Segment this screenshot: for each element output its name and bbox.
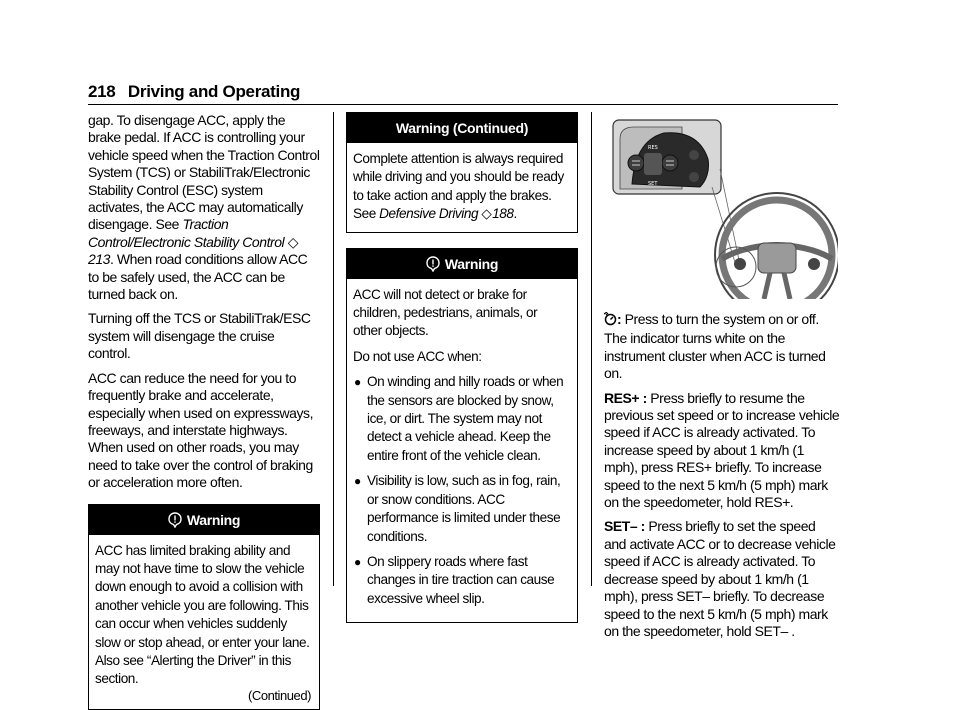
steering-wheel-controls-image: [612, 119, 838, 299]
warning-text: ACC has limited braking ability and may not have time to slow the vehicle down enough to avoid a collision with another vehicle you are following. This can occur when vehicles suddenly slow or stop ahead, or enter your lane. Also see “Alerting the Driver” in this section.: [95, 542, 310, 687]
page-ref-icon: ◇: [287, 233, 299, 250]
paragraph-tcs-off: Turning off the TCS or StabiliTrak/ESC system will disengage the cruise control.: [88, 310, 311, 362]
warning-text-donotuse: Do not use ACC when:: [353, 348, 482, 364]
section-title: Driving and Operating: [127, 82, 301, 101]
warning-continued-text: Complete attention is always required while driving and you should be ready to take action and apply the brakes. See Defensive Driving ◇ 188.: [353, 151, 564, 222]
list-item: ● On slippery roads where fast changes in tire traction can cause excessive wheel slip.: [354, 553, 555, 606]
page-number: 218: [88, 82, 116, 101]
definition-set: SET– : Press briefly to set the speed and activate ACC or to decrease vehicle speed if ACC is already activated. To decrease speed by about 1 km/h (1 mph), press SET– briefly. To decrease speed to the next 5 km/h (5 mph) mark on the speedometer, hold SET– .: [604, 518, 836, 639]
header-rule: [88, 104, 838, 105]
warning-icon: [426, 252, 440, 282]
page-ref[interactable]: 213: [88, 251, 111, 268]
link-traction-control[interactable]: Traction Control/Electronic Stability Control: [88, 216, 285, 250]
warning-box-2: [346, 248, 578, 624]
warning-bullets: [353, 373, 569, 608]
column-divider-left: [333, 112, 334, 586]
continued-label: (Continued): [248, 687, 311, 703]
page-ref[interactable]: 188: [492, 206, 514, 222]
warning-icon: [168, 508, 182, 538]
list-item: ● On winding and hilly roads or when the sensors are blocked by snow, ice, or dirt. The system may not detect a vehicle ahead. Keep the entire front of the vehicle clean.: [354, 374, 564, 463]
page-header: [88, 82, 838, 102]
column-1: [88, 112, 320, 710]
column-2: [346, 112, 578, 623]
acc-icon: [604, 312, 617, 330]
paragraph-acc-reduce: ACC can reduce the need for you to frequently brake and accelerate, especially when used on expressways, freeways, and interstate highways. When used on other roads, you may need to take over the control of braking or acceleration more often.: [88, 369, 314, 491]
link-defensive-driving[interactable]: Defensive Driving: [379, 206, 479, 222]
definition-res: RES+ : Press briefly to resume the previous set speed or to increase vehicle speed if ACC is already activated. To increase speed by about 1 km/h (1 mph), press RES+ briefly. To increase speed to the next 5 km/h (5 mph) mark on the speedometer, hold RES+.: [604, 389, 840, 511]
bullet-icon: ●: [354, 474, 361, 489]
warning-text-detect: ACC will not detect or brake for children, pedestrians, animals, or other objects.: [353, 286, 538, 339]
paragraph-acc-disengage: gap. To disengage ACC, apply the brake pedal. If ACC is controlling your vehicle speed when the Traction Control System (TCS) or StabiliTrak/Electronic Stability Control (ESC) system activates, the ACC may automatically disengage. See Traction Control/Electronic Stability Control ◇ 213. When road conditions allow ACC to be safely used, the ACC can be turned back on.: [88, 112, 320, 303]
page-ref-icon: ◇: [481, 206, 492, 222]
warning-box: [88, 504, 320, 710]
warning-header-2: Warning: [347, 249, 577, 279]
warning-continued-box: [346, 112, 578, 233]
res-label: RES: [648, 145, 658, 151]
list-item: ● Visibility is low, such as in fog, rain, or snow conditions. ACC performance is limited under these conditions.: [354, 473, 561, 544]
warning-header: Warning: [89, 505, 319, 535]
bullet-icon: ●: [354, 554, 361, 569]
definition-acc-button: : Press to turn the system on or off. The indicator turns white on the instrument cluster when ACC is turned on.: [604, 311, 826, 382]
column-3: [604, 311, 840, 647]
column-divider-right: [591, 112, 592, 586]
set-label: SET: [648, 181, 658, 187]
bullet-icon: ●: [354, 375, 361, 390]
warning-continued-header: Warning (Continued): [347, 113, 577, 143]
